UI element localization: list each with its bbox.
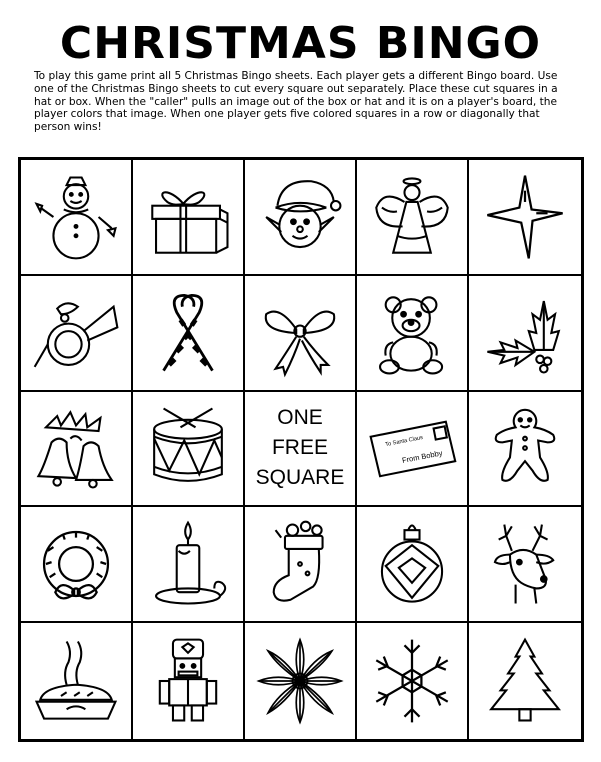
free-square-line-3: SQUARE [255, 466, 345, 490]
free-square-line-1: ONE [277, 406, 323, 430]
bingo-square [21, 276, 133, 392]
angel-icon [365, 170, 459, 264]
bingo-square [133, 276, 245, 392]
teddy-bear-icon [365, 286, 459, 380]
bingo-square [357, 160, 469, 276]
envelope-from-text: From Bobby [401, 448, 444, 466]
free-square-line-2: FREE [271, 436, 328, 460]
bingo-square [21, 507, 133, 623]
gingerbread-man-icon [478, 401, 572, 495]
french-horn-icon [29, 286, 123, 380]
bingo-square [357, 276, 469, 392]
instructions-text: To play this game print all 5 Christmas Bingo sheets. Each player gets a different Bingo board. Use one of the Christmas Bingo sheets to cut every square out separately. Place these cut squares in a hat or box. When the "caller" pulls an image out of the box or hat and it is on a player's board, the player colors that image. When one player gets five colored squares in a row or diagonally that person wins! [34, 70, 558, 134]
bingo-square [469, 160, 581, 276]
bingo-square [21, 160, 133, 276]
bingo-square [469, 623, 581, 739]
letter-to-santa-icon [365, 401, 459, 495]
ornament-icon [365, 517, 459, 611]
bingo-square [357, 507, 469, 623]
candy-canes-icon [141, 286, 235, 380]
bingo-square [469, 276, 581, 392]
bingo-square [133, 507, 245, 623]
bells-icon [29, 401, 123, 495]
snowflake-icon [365, 634, 459, 728]
bow-icon [253, 286, 347, 380]
bingo-board [18, 157, 584, 742]
candle-icon [141, 517, 235, 611]
wreath-icon [29, 517, 123, 611]
bingo-square [245, 276, 357, 392]
pie-icon [29, 634, 123, 728]
reindeer-icon [478, 517, 572, 611]
bingo-square [245, 507, 357, 623]
poinsettia-icon [253, 634, 347, 728]
drum-icon [141, 401, 235, 495]
bingo-square [469, 392, 581, 508]
envelope-to-text: To Santa Claus [384, 435, 424, 449]
bingo-square [469, 507, 581, 623]
bingo-square [245, 623, 357, 739]
bingo-square [133, 623, 245, 739]
holly-icon [478, 286, 572, 380]
bingo-square [133, 392, 245, 508]
nutcracker-icon [141, 634, 235, 728]
bingo-square [133, 160, 245, 276]
bingo-square [357, 392, 469, 508]
free-square [245, 392, 357, 508]
bingo-square [245, 160, 357, 276]
star-icon [478, 170, 572, 264]
stocking-icon [253, 517, 347, 611]
bingo-square [357, 623, 469, 739]
christmas-tree-icon [478, 634, 572, 728]
snowman-icon [29, 170, 123, 264]
bingo-square [21, 392, 133, 508]
elf-icon [253, 170, 347, 264]
gift-box-icon [141, 170, 235, 264]
bingo-square [21, 623, 133, 739]
page-title: CHRISTMAS BINGO [59, 18, 542, 69]
